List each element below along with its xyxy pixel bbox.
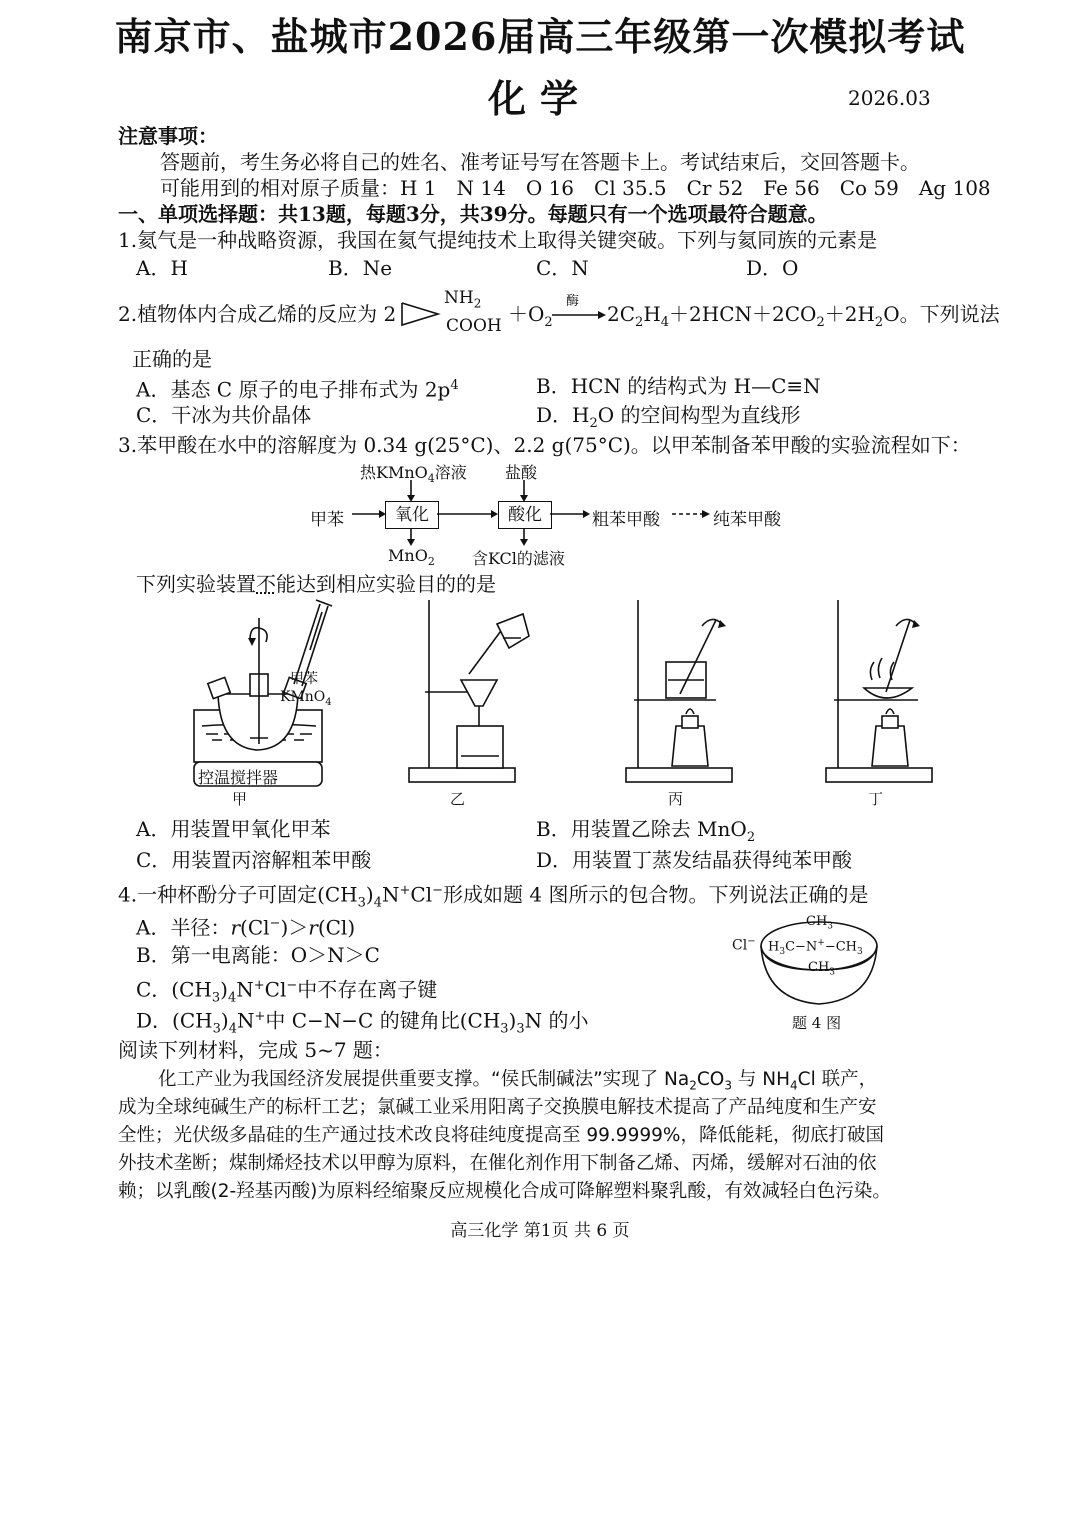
q2-option-b: B．HCN 的结构式为 H—C≡N [536,374,821,398]
q3-option-b: B．用装置乙除去 MnO$_2$ [536,817,756,845]
q3-option-d: D．用装置丁蒸发结晶获得纯苯甲酸 [536,848,853,872]
exam-title: 南京市、盐城市2026届高三年级第一次模拟考试 [114,14,966,59]
jia-controller-label: 控温搅拌器 [198,768,279,787]
q3-stem: 3.苯甲酸在水中的溶解度为 0.34 g(25°C)、2.2 g(75°C)。以甲苯制备苯甲酸的实验流程如下： [118,433,971,457]
passage-line-5: 赖；以乳酸(2-羟基丙酸)为原料经缩聚反应规模化合成可降解塑料聚乳酸，有效减轻白色污染。 [118,1181,891,1202]
caption-ding: 丁 [868,790,884,808]
notice-line-1: 答题前，考生务必将自己的姓名、准考证号写在答题卡上。考试结束后，交回答题卡。 [160,150,920,174]
flow-box-oxidation: 氧化 [385,501,439,529]
q3-emphasis: 不 [256,572,276,596]
q2-nh2-group: $NH_2$ [444,288,482,311]
passage-line-1: 化工产业为我国经济发展提供重要支撑。“侯氏制碱法”实现了 $Na_2CO_3$ 与 $NH_4Cl$ 联产， [158,1069,878,1093]
q2-stem-prefix: 2.植物体内合成乙烯的反应为 2 [118,302,397,326]
q3-option-c: C．用装置丙溶解粗苯甲酸 [136,848,372,872]
notice-line-2: 可能用到的相对原子质量：H 1 N 14 O 16 Cl 35.5 Cr 52 Fe 56 Co 59 Ag 108 [160,176,991,200]
q4-fig-ch3-top: $CH_3$ [806,914,834,932]
q4-stem: 4.一种杯酚分子可固定$(CH_3)_4N^+Cl^-$形成如题 4 图所示的包合物。下列说法正确的是 [118,882,869,911]
flow-box-acidification: 酸化 [498,501,552,529]
flowchart-arrows [340,478,720,548]
notice-heading: 注意事项： [118,124,218,148]
q2-stem-line-2: 正确的是 [132,347,212,371]
flow-reagent-hcl: 盐酸 [505,463,538,482]
passage-line-2: 成为全球纯碱生产的标杆工艺；氯碱工业采用阳离子交换膜电解技术提高了产品纯度和生产安 [118,1097,877,1118]
q3-option-a: A．用装置甲氧化甲苯 [136,817,331,841]
q2-reaction-arrow [552,310,608,320]
jia-label-kmno4: KMnO$_4$ [280,689,332,708]
q1-stem: 1.氦气是一种战略资源，我国在氦气提纯技术上取得关键突破。下列与氦同族的元素是 [118,228,878,252]
cyclopropane-structure [398,298,446,330]
q2-products: $2C_2H_4+2HCN+2CO_2+2H_2O$。下列说法 [607,302,1000,330]
passage-line-3: 全性；光伏级多晶硅的生产通过技术改良将硅纯度提高至 99.9999%，降低能耗，彻底打破国 [118,1125,884,1146]
q4-fig-ch3-bottom: $CH_3$ [808,960,836,978]
jia-label-toluene: 甲苯 [290,671,318,687]
q1-option-a: A．H [136,256,188,280]
section-1-heading: 一、单项选择题：共13题，每题3分，共39分。每题只有一个选项最符合题意。 [118,202,828,226]
flow-pure-product: 纯苯甲酸 [713,510,781,530]
flow-output-filtrate: 含KCl的滤液 [472,549,565,568]
exam-date: 2026.03 [848,86,931,110]
q4-option-b: B．第一电离能：O＞N＞C [136,943,380,967]
apparatus-ding [820,596,940,788]
page-footer: 高三化学 第1页 共 6 页 [450,1221,630,1241]
q2-o2: $+O_2$ [508,302,553,330]
q2-catalyst-label: 酶 [566,294,580,309]
flow-output-mno2: MnO$_2$ [388,546,435,569]
q4-option-c: C．$(CH_3)_4N^+Cl^-$中不存在离子键 [136,977,438,1006]
q4-fig-cl: Cl− [732,936,756,954]
q2-option-d: D．$H_2O$ 的空间构型为直线形 [536,403,801,431]
q4-figure-caption: 题 4 图 [792,1014,842,1032]
q1-option-c: C．N [536,256,589,280]
apparatus-yi [405,596,535,788]
subject-title: 化学 [487,76,592,121]
caption-bing: 丙 [668,790,684,808]
q2-option-c: C．干冰为共价晶体 [136,403,312,427]
q3-question: 下列实验装置不能达到相应实验目的的是 [136,572,496,596]
passage-line-4: 外技术垄断；煤制烯烃技术以甲醇为原料，在催化剂作用下制备乙烯、丙烯，缓解对石油的依 [118,1153,877,1174]
caption-jia: 甲 [232,790,248,808]
flow-start-toluene: 甲苯 [310,510,344,530]
caption-yi: 乙 [450,790,466,808]
q2-cooh-group: COOH [446,316,502,336]
q4-option-d: D．$(CH_3)_4N^+$中 C−N−C 的键角比$(CH_3)_3N$ 的小 [136,1008,589,1037]
q4-option-a: A．半径：r(Cl−)＞r(Cl) [136,915,356,940]
flow-reagent-kmno4: 热KMnO$_4$溶液 [360,463,467,486]
flow-crude-product: 粗苯甲酸 [592,510,660,530]
q2-option-a: A．基态 C 原子的电子排布式为 $2p^4$ [136,377,459,402]
apparatus-bing [620,596,740,788]
reading-intro: 阅读下列材料，完成 5~7 题： [118,1038,393,1062]
q1-option-d: D．O [746,256,799,280]
q1-option-b: B．Ne [328,256,393,280]
q4-fig-center: $H_3C-N^+-CH_3$ [768,938,863,957]
